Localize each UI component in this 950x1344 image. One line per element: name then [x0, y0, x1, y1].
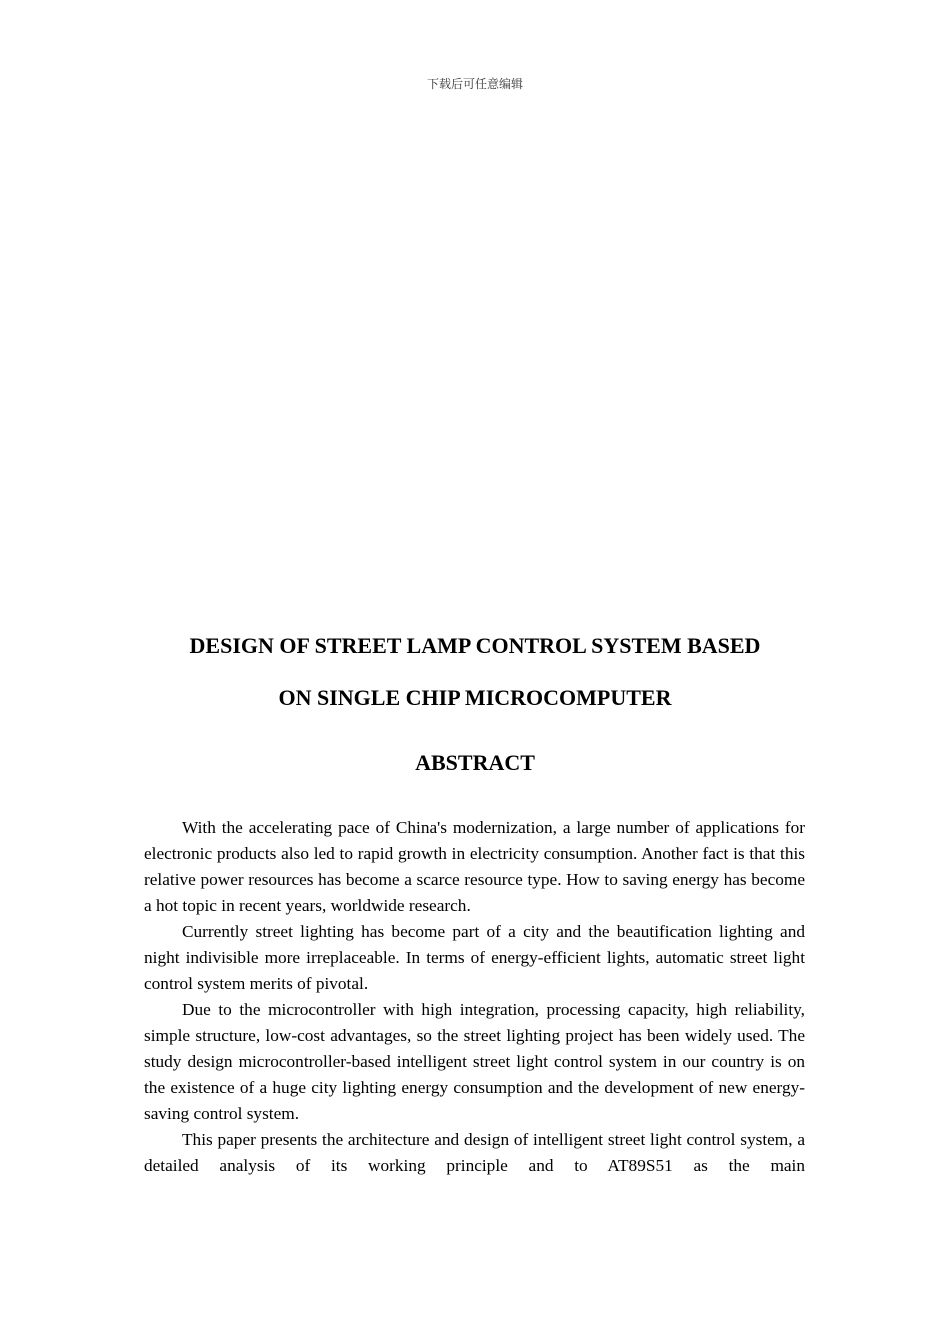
document-title-line-2: ON SINGLE CHIP MICROCOMPUTER [278, 685, 672, 710]
abstract-paragraph-3: Due to the microcontroller with high integration, processing capacity, high reliability, simple structure, low-cost advantages, so the street lighting project has been widely used. The study design microcontroller-based intelligent street light control system in our country is on the existence of a huge city lighting energy consumption and the development of new energy-saving control system. [144, 1000, 805, 1123]
abstract-heading: ABSTRACT [415, 750, 535, 775]
abstract-paragraph-2: Currently street lighting has become part of a city and the beautification lighting and night indivisible more irreplaceable. In terms of energy-efficient lights, automatic street light control system merits of pivotal. [144, 922, 805, 993]
page-header-note: 下载后可任意编辑 [426, 77, 523, 91]
abstract-body [144, 815, 805, 1179]
document-title-line-1: DESIGN OF STREET LAMP CONTROL SYSTEM BASED [189, 633, 761, 658]
abstract-paragraph-1: With the accelerating pace of China's modernization, a large number of applications for electronic products also led to rapid growth in electricity consumption. Another fact is that this relative power resources has become a scarce resource type. How to saving energy has become a hot topic in recent years, worldwide research. [144, 818, 805, 915]
abstract-paragraph-4: This paper presents the architecture and design of intelligent street light control system, a detailed analysis of its working principle and to AT89S51 as the main [144, 1130, 805, 1175]
